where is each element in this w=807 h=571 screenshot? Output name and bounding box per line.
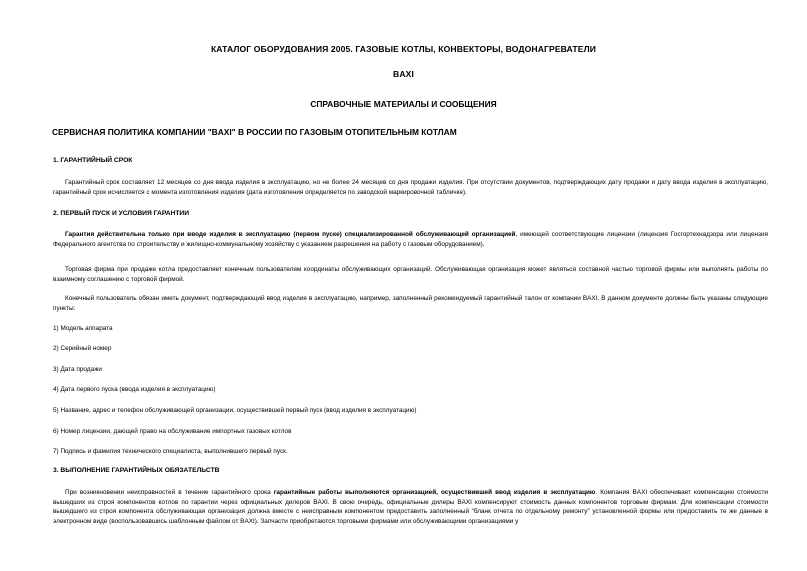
obligations-paragraph-bold: гарантийные работы выполняются организацией, осуществившей ввод изделия в эксплуатацию [273, 489, 596, 496]
startup-paragraph-2: Торговая фирма при продаже котла предоставляет конечным пользователям координаты обслуживающих организаций. Обслуживающая организация может являться составной частью торговой фирмы или выполнять работы по взаимному соглашению с торговой фирмой. [53, 266, 768, 283]
warranty-paragraph: Гарантийный срок составляет 12 месяцев со дня ввода изделия в эксплуатацию, но не более 24 месяцев со дня продажи изделия. При отсутствии документов, подтверждающих дату продажи и дату ввода изделия в эксплуатацию, гарантийный срок исчисляется с момента изготовления изделия (дата изготовления определяется по заводской маркировочной табличке). [53, 179, 768, 196]
obligations-paragraph-rest: . Компания BAXI обеспечивает компенсацию стоимости вышедших из строя компонентов котлов по гарантии через официальных дилеров BAXI. В свою очередь, официальные дилеры BAXI компенсируют стоимость данных компонентов торговым фирмам. Для компенсации стоимости вышедшего из строя компонента обслуживающая организация должна вместе с неисправным компонентом предоставить заполненный "бланк отчета по отдельному ремонту" установленной формы или предоставить те же данные в электронном виде (воспользовавшись шаблонным файлом от BAXI). Запчасти приобретаются торговыми фирмами или обслуживающими организациями у [53, 489, 768, 525]
list-item: 1) Модель аппарата [53, 325, 113, 332]
startup-paragraph-1-bold: Гарантия действительна только при вводе изделия в эксплуатацию (первом пуске) специализированной обслуживающей организацией [65, 231, 516, 238]
list-item: 2) Серийный номер [53, 345, 112, 352]
obligations-heading: 3. ВЫПОЛНЕНИЕ ГАРАНТИЙНЫХ ОБЯЗАТЕЛЬСТВ [53, 467, 220, 474]
list-item: 7) Подпись и фамилия технического специалиста, выполнившего первый пуск. [53, 448, 288, 455]
policy-title: СЕРВИСНАЯ ПОЛИТИКА КОМПАНИИ "BAXI" В РОССИИ ПО ГАЗОВЫМ ОТОПИТЕЛЬНЫМ КОТЛАМ [52, 127, 457, 137]
brand-title: BAXI [393, 69, 414, 79]
section-title: СПРАВОЧНЫЕ МАТЕРИАЛЫ И СООБЩЕНИЯ [310, 99, 497, 109]
warranty-heading: 1. ГАРАНТИЙНЫЙ СРОК [53, 157, 133, 164]
list-item: 6) Номер лицензии, дающей право на обслуживание импортных газовых котлов [53, 428, 292, 435]
startup-paragraph-3: Конечный пользователь обязан иметь документ, подтверждающий ввод изделия в эксплуатацию, например, заполненный рекомендуемый гарантийный талон от компании BAXI. В данном документе должны быть указаны следующие пункты: [53, 295, 768, 312]
list-item: 3) Дата продажи [53, 366, 102, 373]
obligations-paragraph [53, 488, 768, 526]
startup-paragraph-1 [53, 230, 768, 249]
catalog-title: КАТАЛОГ ОБОРУДОВАНИЯ 2005. ГАЗОВЫЕ КОТЛЫ, КОНВЕКТОРЫ, ВОДОНАГРЕВАТЕЛИ [210, 44, 597, 54]
startup-heading: 2. ПЕРВЫЙ ПУСК И УСЛОВИЯ ГАРАНТИИ [53, 210, 190, 217]
startup-paragraph-1-rest: , имеющей соответствующие лицензии (лицензия Госгортехнадзора или лицензия Федерального агентства по строительству и жилищно-коммунальному хозяйству с указанием разрешения на работу с газовым оборудованием). [53, 231, 768, 248]
list-item: 5) Название, адрес и телефон обслуживающей организации, осуществившей первый пуск (ввод изделия в эксплуатацию) [53, 407, 417, 414]
list-item: 4) Дата первого пуска (ввода изделия в эксплуатацию) [53, 386, 216, 393]
obligations-paragraph-start: При возникновении неисправностей в течение гарантийного срока [65, 489, 274, 496]
